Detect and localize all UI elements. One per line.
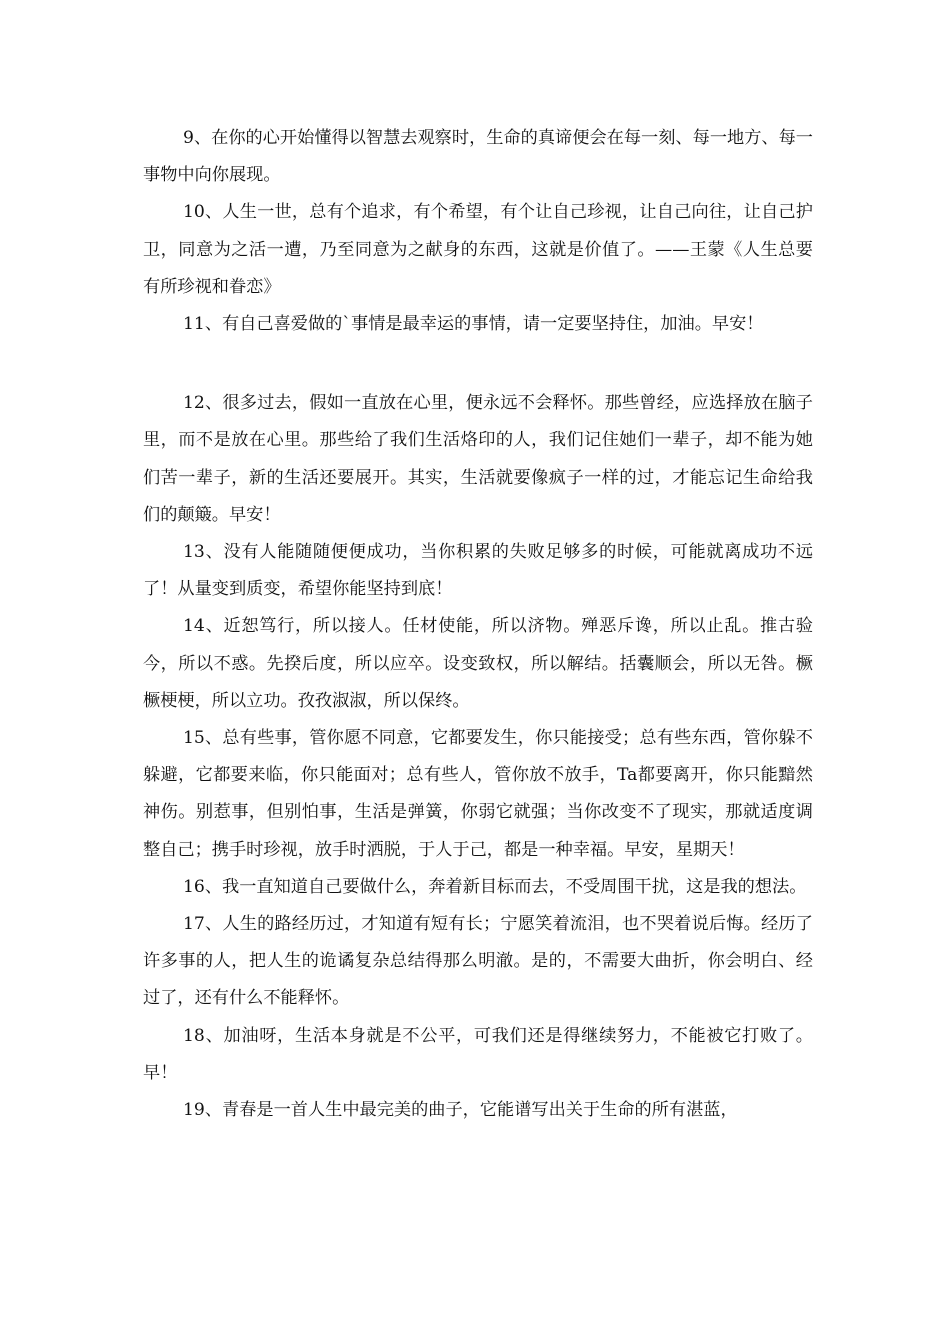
paragraph-11: 11、有自己喜爱做的`事情是最幸运的事情，请一定要坚持住，加油。早安！	[183, 314, 764, 335]
paragraph-15: 15、总有些事，管你愿不同意，它都要发生，你只能接受；总有些东西，管你躲不躲避，它都要来临，你只能面对；总有些人，管你放不放手，Ta都要离开，你只能黯然神伤。别惹事，但别怕事，生活是弹簧，你弱它就强；当你改变不了现实，那就适度调整自己；携手时珍视，放手时洒脱，于人于己，都是一种幸福。早安，星期天！	[143, 728, 813, 860]
paragraph-12: 12、很多过去，假如一直放在心里，便永远不会释怀。那些曾经，应选择放在脑子里，而不是放在心里。那些给了我们生活烙印的人，我们记住她们一辈子，却不能为她们苦一辈子，新的生活还要展开。其实，生活就要像疯子一样的过，才能忘记生命给我们的颠簸。早安！	[143, 393, 813, 525]
paragraph-17: 17、人生的路经历过，才知道有短有长；宁愿笑着流泪，也不哭着说后悔。经历了许多事的人，把人生的诡谲复杂总结得那么明澈。是的，不需要大曲折，你会明白、经过了，还有什么不能释怀。	[143, 914, 813, 1009]
paragraph-10: 10、人生一世，总有个追求，有个希望，有个让自己珍视，让自己向往，让自己护卫，同意为之活一遭，乃至同意为之献身的东西，这就是价值了。——王蒙《人生总要有所珍视和眷恋》	[143, 202, 813, 297]
paragraph-16: 16、我一直知道自己要做什么，奔着新目标而去，不受周围干扰，这是我的想法。	[183, 876, 807, 897]
paragraph-14: 14、近恕笃行，所以接人。任材使能，所以济物。殚恶斥谗，所以止乱。推古验今，所以不惑。先揆后度，所以应卒。设变致权，所以解结。括囊顺会，所以无咎。橛橛梗梗，所以立功。孜孜淑淑，所以保终。	[143, 616, 813, 711]
paragraph-9: 9、在你的心开始懂得以智慧去观察时，生命的真谛便会在每一刻、每一地方、每一事物中向你展现。	[143, 128, 813, 186]
paragraph-18: 18、加油呀，生活本身就是不公平，可我们还是得继续努力，不能被它打败了。早！	[143, 1025, 813, 1083]
paragraph-19: 19、青春是一首人生中最完美的曲子，它能谱写出关于生命的所有湛蓝，	[183, 1100, 738, 1121]
paragraph-13: 13、没有人能随随便便成功，当你积累的失败足够多的时候，可能就离成功不远了！从量变到质变，希望你能坚持到底！	[143, 542, 813, 600]
document-body	[143, 120, 813, 1129]
paragraph-spacer	[143, 343, 813, 385]
